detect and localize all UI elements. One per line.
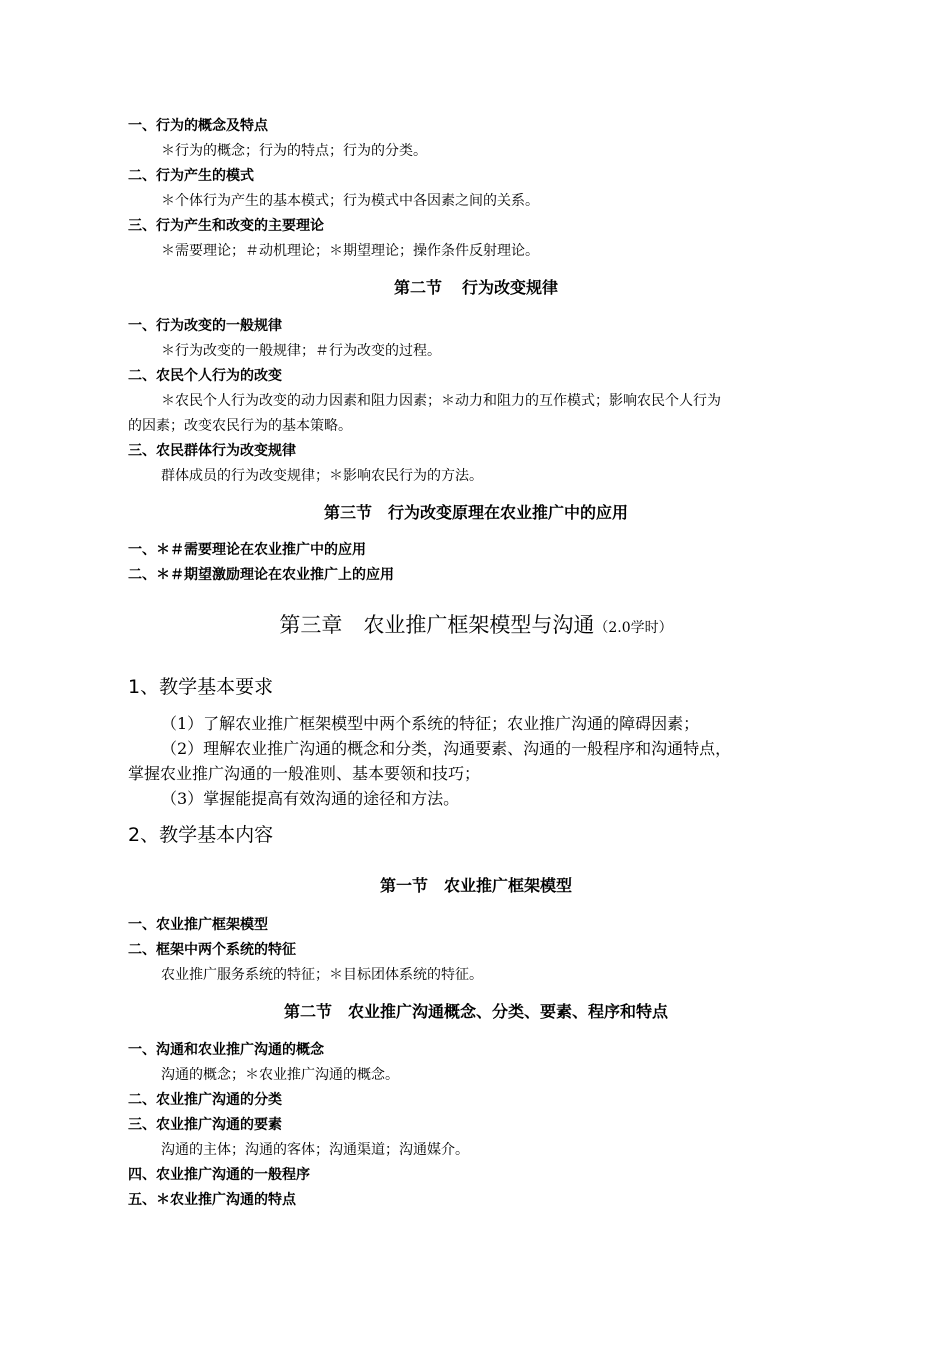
- item-heading: 四、农业推广沟通的一般程序: [128, 1167, 310, 1183]
- item-detail: ＊个体行为产生的基本模式；行为模式中各因素之间的关系。: [161, 193, 539, 209]
- section-title: 第三节 行为改变原理在农业推广中的应用: [323, 503, 628, 522]
- item-heading: 一、农业推广框架模型: [128, 917, 268, 933]
- section-name: 行为改变规律: [462, 278, 559, 297]
- item-heading: 三、农业推广沟通的要素: [128, 1117, 282, 1133]
- chapter-title: [0, 615, 952, 636]
- section-title: 第一节 农业推广框架模型: [379, 876, 572, 895]
- item-heading: 三、农民群体行为改变规律: [128, 443, 296, 459]
- item-detail: 农业推广服务系统的特征；＊目标团体系统的特征。: [161, 967, 483, 983]
- item-heading: 一、＊＃需要理论在农业推广中的应用: [128, 542, 366, 558]
- requirement-item: （3）掌握能提高有效沟通的途径和方法。: [161, 789, 460, 808]
- section-number: 第二节: [393, 278, 442, 297]
- item-heading: 一、沟通和农业推广沟通的概念: [128, 1042, 324, 1058]
- item-heading: 二、行为产生的模式: [128, 168, 254, 184]
- chapter-hours: （2.0学时）: [594, 620, 673, 636]
- item-heading: 二、框架中两个系统的特征: [128, 942, 296, 958]
- item-heading: 二、＊＃期望激励理论在农业推广上的应用: [128, 567, 394, 583]
- item-detail: ＊需要理论；＃动机理论；＊期望理论；操作条件反射理论。: [161, 243, 539, 259]
- item-detail: ＊行为的概念；行为的特点；行为的分类。: [161, 143, 427, 159]
- chapter-name: 第三章 农业推广框架模型与沟通: [279, 613, 595, 637]
- section-title: 第二节 农业推广沟通概念、分类、要素、程序和特点: [283, 1002, 668, 1021]
- item-heading: 二、农业推广沟通的分类: [128, 1092, 282, 1108]
- item-heading: 二、农民个人行为的改变: [128, 368, 282, 384]
- item-detail: 沟通的概念；＊农业推广沟通的概念。: [161, 1067, 399, 1083]
- item-heading: 三、行为产生和改变的主要理论: [128, 218, 324, 234]
- item-detail: 群体成员的行为改变规律；＊影响农民行为的方法。: [161, 468, 483, 484]
- item-heading: 五、＊农业推广沟通的特点: [128, 1192, 296, 1208]
- part-heading: 2、教学基本内容: [128, 824, 274, 846]
- section-title: [0, 280, 952, 296]
- item-detail-continued: 的因素；改变农民行为的基本策略。: [128, 418, 352, 434]
- item-detail: ＊农民个人行为改变的动力因素和阻力因素；＊动力和阻力的互作模式；影响农民个人行为: [161, 393, 721, 409]
- item-detail: ＊行为改变的一般规律；＃行为改变的过程。: [161, 343, 441, 359]
- requirement-item: （1）了解农业推广框架模型中两个系统的特征；农业推广沟通的障碍因素；: [161, 714, 700, 733]
- requirement-item-continued: 掌握农业推广沟通的一般准则、基本要领和技巧；: [128, 764, 481, 783]
- requirement-item: （2）理解农业推广沟通的概念和分类，沟通要素、沟通的一般程序和沟通特点，: [161, 739, 732, 758]
- item-heading: 一、行为的概念及特点: [128, 118, 268, 134]
- item-detail: 沟通的主体；沟通的客体；沟通渠道；沟通媒介。: [161, 1142, 469, 1158]
- item-heading: 一、行为改变的一般规律: [128, 318, 282, 334]
- part-heading: 1、教学基本要求: [128, 676, 274, 698]
